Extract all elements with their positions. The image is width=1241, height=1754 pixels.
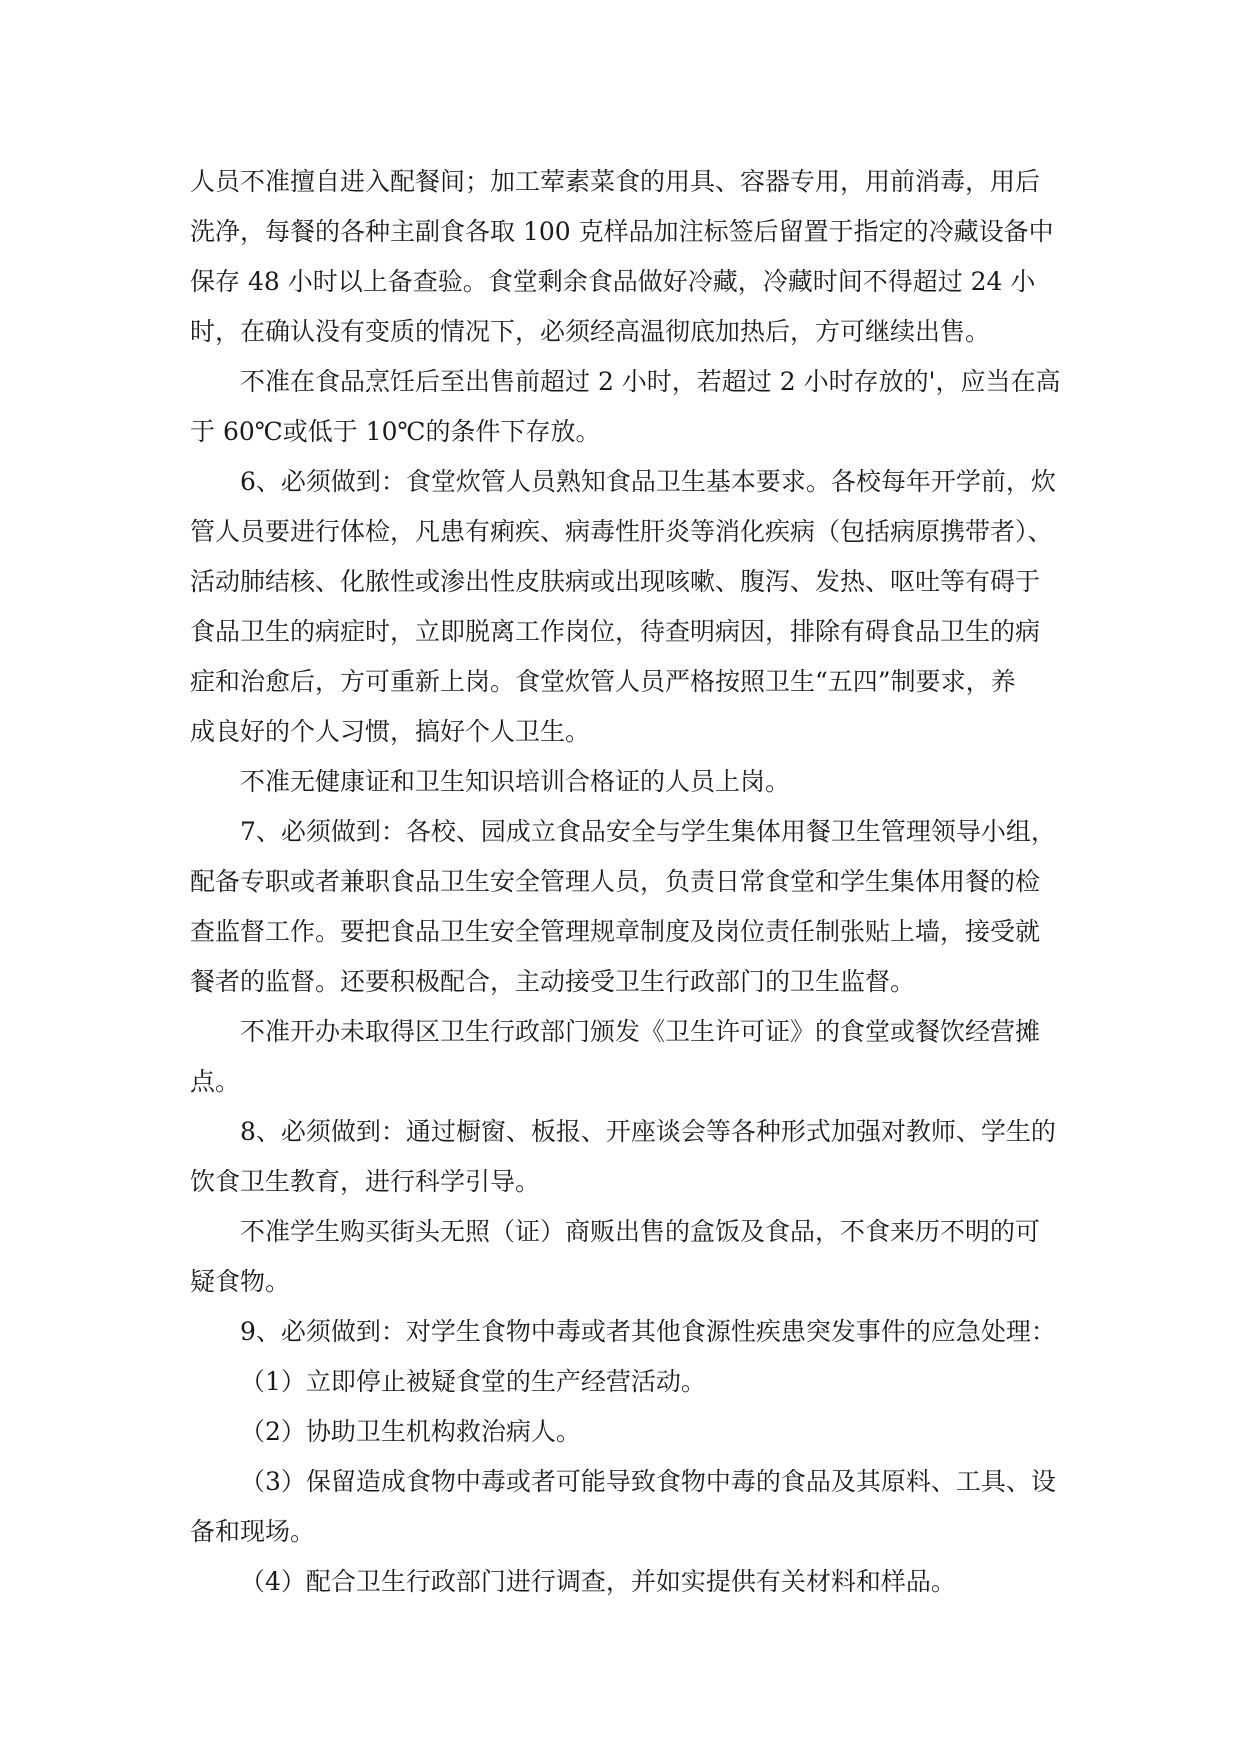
document-body — [190, 157, 1060, 1607]
paragraph-item-9 — [190, 1307, 1060, 1357]
text-line: 6、必须做到：食堂炊管人员熟知食品卫生基本要求。各校每年开学前，炊 — [240, 467, 1056, 496]
text-line: 7、必须做到：各校、园成立食品安全与学生集体用餐卫生管理领导小组， — [240, 817, 1056, 846]
text-line: 饮食卫生教育，进行科学引导。 — [190, 1167, 541, 1196]
text-line: 备和现场。 — [190, 1517, 316, 1546]
text-line: 于 60℃或低于 10℃的条件下存放。 — [190, 417, 601, 446]
text-line: 保存 48 小时以上备查验。食堂剩余食品做好冷藏，冷藏时间不得超过 24 小 — [190, 267, 1036, 296]
paragraph-step-4 — [190, 1557, 1060, 1607]
text-line: 管人员要进行体检，凡患有痢疾、病毒性肝炎等消化疾病（包括病原携带者）、 — [190, 517, 1053, 546]
text-line: 9、必须做到：对学生食物中毒或者其他食源性疾患突发事件的应急处理： — [240, 1317, 1056, 1346]
text-line: 配备专职或者兼职食品卫生安全管理人员，负责日常食堂和学生集体用餐的检 — [190, 867, 1041, 896]
paragraph-item-7 — [190, 807, 1060, 1007]
text-line: （1）立即停止被疑食堂的生产经营活动。 — [240, 1367, 706, 1396]
text-line: 不准无健康证和卫生知识培训合格证的人员上岗。 — [240, 767, 791, 796]
text-line: （2）协助卫生机构救治病人。 — [240, 1417, 581, 1446]
text-line: 洗净，每餐的各种主副食各取 100 克样品加注标签后留置于指定的冷藏设备中 — [190, 217, 1054, 246]
text-line: 人员不准擅自进入配餐间；加工荤素菜食的用具、容器专用，用前消毒，用后 — [190, 167, 1041, 196]
paragraph-health-cert-rule — [190, 757, 1060, 807]
text-line: 不准开办未取得区卫生行政部门颁发《卫生许可证》的食堂或餐饮经营摊 — [240, 1017, 1041, 1046]
paragraph-storage-rule — [190, 357, 1060, 457]
text-line: 查监督工作。要把食品卫生安全管理规章制度及岗位责任制张贴上墙，接受就 — [190, 917, 1041, 946]
text-line: 症和治愈后，方可重新上岗。食堂炊管人员严格按照卫生“五四”制要求，养 — [190, 667, 1016, 696]
paragraph-step-1 — [190, 1357, 1060, 1407]
text-line: 点。 — [190, 1067, 241, 1096]
paragraph-license-rule — [190, 1007, 1060, 1107]
text-line: 8、必须做到：通过橱窗、板报、开座谈会等各种形式加强对教师、学生的 — [240, 1117, 1056, 1146]
text-line: 餐者的监督。还要积极配合，主动接受卫生行政部门的卫生监督。 — [190, 967, 916, 996]
text-line: 不准学生购买街头无照（证）商贩出售的盒饭及食品，不食来历不明的可 — [240, 1217, 1041, 1246]
paragraph-street-food-rule — [190, 1207, 1060, 1307]
paragraph-food-handling — [190, 157, 1060, 357]
paragraph-step-3 — [190, 1457, 1060, 1557]
text-line: （4）配合卫生行政部门进行调查，并如实提供有关材料和样品。 — [240, 1567, 956, 1596]
text-line: （3）保留造成食物中毒或者可能导致食物中毒的食品及其原料、工具、设 — [240, 1467, 1056, 1496]
paragraph-step-2 — [190, 1407, 1060, 1457]
paragraph-item-8 — [190, 1107, 1060, 1207]
text-line: 疑食物。 — [190, 1267, 291, 1296]
text-line: 活动肺结核、化脓性或渗出性皮肤病或出现咳嗽、腹泻、发热、呕吐等有碍于 — [190, 567, 1041, 596]
text-line: 不准在食品烹饪后至出售前超过 2 小时，若超过 2 小时存放的'，应当在高 — [240, 367, 1061, 396]
paragraph-item-6 — [190, 457, 1060, 757]
text-line: 食品卫生的病症时，立即脱离工作岗位，待查明病因，排除有碍食品卫生的病 — [190, 617, 1041, 646]
text-line: 成良好的个人习惯，搞好个人卫生。 — [190, 717, 591, 746]
text-line: 时，在确认没有变质的情况下，必须经高温彻底加热后，方可继续出售。 — [190, 317, 991, 346]
